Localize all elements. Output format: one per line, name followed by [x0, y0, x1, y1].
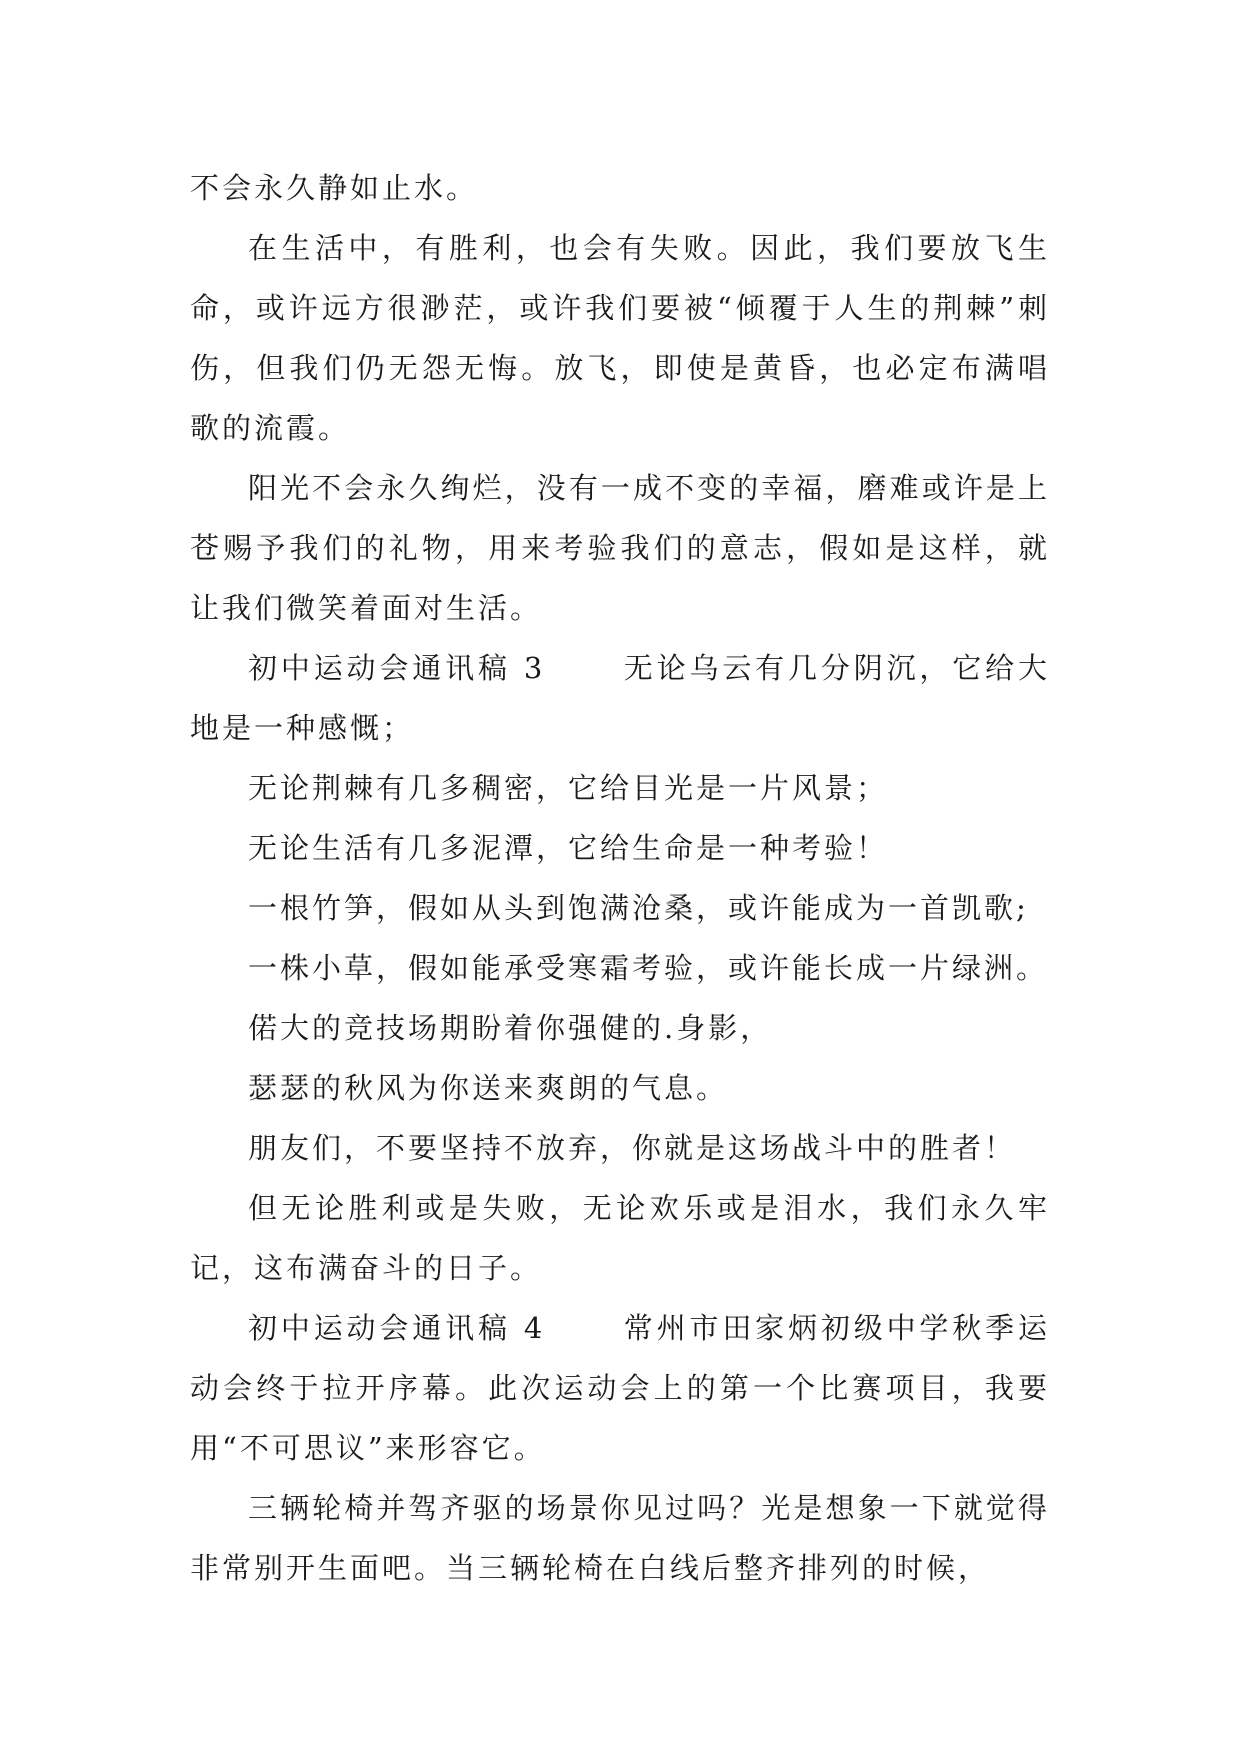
paragraph-text: 无论生活有几多泥潭，它给生命是一种考验！	[248, 831, 889, 865]
paragraph-text: 一株小草，假如能承受寒霜考验，或许能长成一片绿洲。	[248, 951, 1049, 985]
section-heading: 初中运动会通讯稿 4	[248, 1311, 546, 1345]
paragraph	[190, 458, 1050, 638]
paragraph	[190, 1478, 1050, 1598]
paragraph	[190, 758, 1050, 818]
paragraph	[190, 1058, 1050, 1118]
paragraph-with-section-heading	[190, 638, 1050, 758]
paragraph-text: 无论荆棘有几多稠密，它给目光是一片风景；	[248, 771, 889, 805]
heading-gap	[545, 651, 623, 685]
paragraph-text: 在生活中，有胜利，也会有失败。因此，我们要放飞生命，或许远方很渺茫，或许我们要被“倾覆于人生的荆棘”刺伤，但我们仍无怨无悔。放飞，即使是黄昏，也必定布满唱歌的流霞。	[190, 231, 1050, 445]
paragraph-text: 无论乌云有几分阴沉，它给大地是一种感慨；	[190, 651, 1050, 745]
paragraph	[190, 1178, 1050, 1298]
paragraph	[190, 878, 1050, 938]
paragraph-text: 但无论胜利或是失败，无论欢乐或是泪水，我们永久牢记，这布满奋斗的日子。	[190, 1191, 1050, 1285]
section-heading: 初中运动会通讯稿 3	[248, 651, 546, 685]
paragraph	[190, 1118, 1050, 1178]
paragraph-text: 朋友们，不要坚持不放弃，你就是这场战斗中的胜者！	[248, 1131, 1017, 1165]
paragraph-text: 瑟瑟的秋风为你送来爽朗的气息。	[248, 1071, 729, 1105]
article-body	[190, 158, 1050, 1598]
paragraph-text: 三辆轮椅并驾齐驱的场景你见过吗？光是想象一下就觉得非常别开生面吧。当三辆轮椅在白线后整齐排列的时候，	[190, 1491, 1050, 1585]
paragraph-text: 阳光不会永久绚烂，没有一成不变的幸福，磨难或许是上苍赐予我们的礼物，用来考验我们的意志，假如是这样，就让我们微笑着面对生活。	[190, 471, 1050, 625]
paragraph	[190, 218, 1050, 458]
paragraph	[190, 998, 1050, 1058]
paragraph	[190, 818, 1050, 878]
paragraph-continuation	[190, 158, 1050, 218]
heading-gap	[545, 1311, 623, 1345]
paragraph-with-section-heading	[190, 1298, 1050, 1478]
paragraph-text: 常州市田家炳初级中学秋季运动会终于拉开序幕。此次运动会上的第一个比赛项目，我要用“不可思议”来形容它。	[190, 1311, 1050, 1465]
paragraph-text: 一根竹笋，假如从头到饱满沧桑，或许能成为一首凯歌;	[248, 891, 1029, 925]
paragraph	[190, 938, 1050, 998]
paragraph-text: 不会永久静如止水。	[190, 171, 479, 205]
paragraph-text: 偌大的竞技场期盼着你强健的.身影，	[248, 1011, 773, 1045]
